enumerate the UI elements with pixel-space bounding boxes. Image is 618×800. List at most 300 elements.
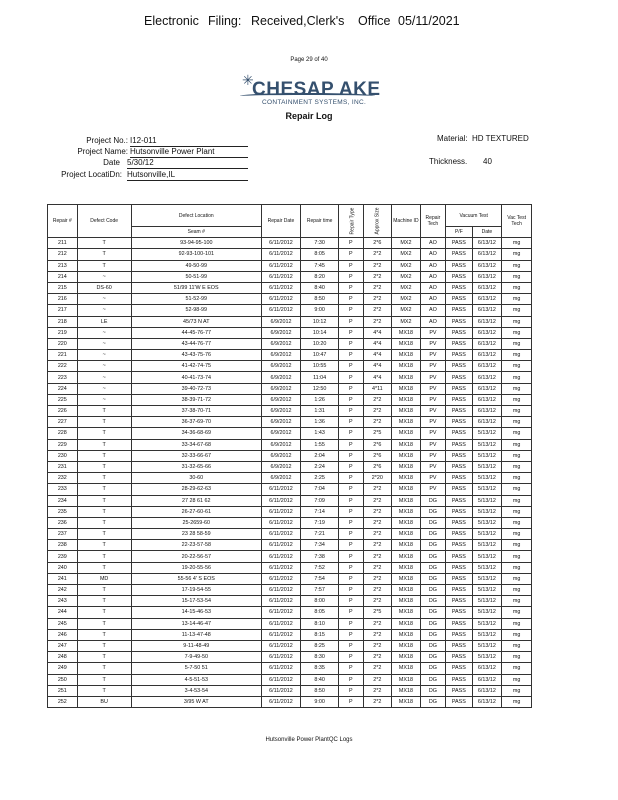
cell-defect-code: T (77, 461, 131, 472)
cell-repair-time: 7:54 (301, 573, 339, 584)
cell-repair-no: 252 (48, 696, 78, 707)
table-row (48, 506, 532, 517)
cell-test-date: 6/13/12 (472, 361, 502, 372)
cell-repair-type: P (339, 338, 363, 349)
cell-defect-code: T (77, 406, 131, 417)
table-row (48, 238, 532, 249)
cell-repair-tech: DG (420, 674, 445, 685)
cell-repair-time: 1:36 (301, 417, 339, 428)
table-row (48, 551, 532, 562)
table-row (48, 652, 532, 663)
cell-pf: PASS (446, 338, 472, 349)
cell-repair-no: 238 (48, 540, 78, 551)
cell-repair-tech: DG (420, 663, 445, 674)
cell-vac-test-tech: mg (502, 394, 532, 405)
cell-approx-size: 4*11 (363, 383, 392, 394)
cell-repair-date: 6/9/2012 (261, 361, 300, 372)
cell-defect-location: 45/73 N AT (131, 316, 261, 327)
cell-machine-id: MX18 (392, 450, 421, 461)
cell-pf: PASS (446, 517, 472, 528)
cell-test-date: 5/13/12 (472, 529, 502, 540)
cell-repair-no: 245 (48, 618, 78, 629)
cell-pf: PASS (446, 417, 472, 428)
cell-approx-size: 2*2 (363, 640, 392, 651)
cell-machine-id: MX2 (392, 238, 421, 249)
cell-repair-time: 7:45 (301, 260, 339, 271)
cell-repair-time: 8:10 (301, 618, 339, 629)
cell-defect-code: T (77, 238, 131, 249)
table-row (48, 696, 532, 707)
cell-approx-size: 2*2 (363, 294, 392, 305)
cell-approx-size: 2*2 (363, 529, 392, 540)
cell-repair-type: P (339, 640, 363, 651)
cell-vac-test-tech: mg (502, 282, 532, 293)
cell-vac-test-tech: mg (502, 406, 532, 417)
cell-vac-test-tech: mg (502, 294, 532, 305)
cell-repair-type: P (339, 282, 363, 293)
cell-defect-location: 32-33-66-67 (131, 450, 261, 461)
cell-repair-tech: PV (420, 484, 445, 495)
cell-test-date: 5/13/12 (472, 473, 502, 484)
cell-repair-time: 8:30 (301, 652, 339, 663)
cell-repair-type: P (339, 585, 363, 596)
cell-defect-location: 26-27-60-61 (131, 506, 261, 517)
cell-vac-test-tech: mg (502, 629, 532, 640)
cell-defect-location: 37-38-70-71 (131, 406, 261, 417)
cell-pf: PASS (446, 383, 472, 394)
starburst-icon: ✳ (242, 72, 254, 88)
cell-repair-tech: DG (420, 696, 445, 707)
cell-pf: PASS (446, 562, 472, 573)
table-row (48, 305, 532, 316)
cell-defect-location: 51/99 11'W E EOS (131, 282, 261, 293)
cell-repair-tech: DG (420, 640, 445, 651)
col-seam: Seam # (131, 227, 261, 238)
cell-pf: PASS (446, 350, 472, 361)
cell-machine-id: MX18 (392, 461, 421, 472)
cell-repair-time: 8:20 (301, 271, 339, 282)
cell-defect-location: 40-41-73-74 (131, 372, 261, 383)
cell-approx-size: 4*4 (363, 338, 392, 349)
cell-repair-type: P (339, 394, 363, 405)
cell-test-date: 5/13/12 (472, 596, 502, 607)
filing-electronic: Electronic (144, 14, 199, 28)
cell-repair-no: 227 (48, 417, 78, 428)
cell-pf: PASS (446, 473, 472, 484)
cell-machine-id: MX18 (392, 506, 421, 517)
table-row (48, 361, 532, 372)
table-row (48, 663, 532, 674)
table-row (48, 350, 532, 361)
cell-repair-time: 8:35 (301, 663, 339, 674)
cell-repair-time: 10:12 (301, 316, 339, 327)
cell-repair-date: 6/11/2012 (261, 506, 300, 517)
logo-main-text: CHESAP AKE (252, 79, 381, 100)
cell-repair-type: P (339, 573, 363, 584)
cell-repair-no: 244 (48, 607, 78, 618)
table-row (48, 685, 532, 696)
cell-test-date: 5/13/12 (472, 495, 502, 506)
cell-defect-location: 20-22-56-57 (131, 551, 261, 562)
cell-defect-code: T (77, 663, 131, 674)
cell-vac-test-tech: mg (502, 573, 532, 584)
cell-repair-time: 7:09 (301, 495, 339, 506)
cell-repair-date: 6/11/2012 (261, 484, 300, 495)
table-row (48, 618, 532, 629)
cell-repair-type: P (339, 674, 363, 685)
cell-repair-tech: DG (420, 685, 445, 696)
cell-repair-date: 6/11/2012 (261, 585, 300, 596)
cell-vac-test-tech: mg (502, 652, 532, 663)
cell-test-date: 5/13/12 (472, 428, 502, 439)
cell-repair-time: 1:55 (301, 439, 339, 450)
cell-defect-location: 41-42-74-75 (131, 361, 261, 372)
cell-defect-location: 13-14-46-47 (131, 618, 261, 629)
material-label: Material: (437, 134, 468, 143)
cell-repair-no: 214 (48, 271, 78, 282)
cell-approx-size: 2*6 (363, 461, 392, 472)
cell-machine-id: MX18 (392, 596, 421, 607)
cell-defect-location: 9-11-48-49 (131, 640, 261, 651)
cell-repair-time: 8:50 (301, 685, 339, 696)
cell-repair-date: 6/9/2012 (261, 350, 300, 361)
cell-pf: PASS (446, 428, 472, 439)
cell-repair-no: 222 (48, 361, 78, 372)
cell-repair-time: 7:38 (301, 551, 339, 562)
cell-approx-size: 2*2 (363, 596, 392, 607)
cell-repair-type: P (339, 327, 363, 338)
cell-repair-date: 6/11/2012 (261, 652, 300, 663)
cell-repair-date: 6/11/2012 (261, 495, 300, 506)
cell-pf: PASS (446, 372, 472, 383)
table-row (48, 540, 532, 551)
table-row (48, 428, 532, 439)
filing-office: Office (358, 14, 391, 28)
cell-repair-tech: DG (420, 573, 445, 584)
cell-repair-no: 225 (48, 394, 78, 405)
cell-machine-id: MX18 (392, 495, 421, 506)
col-defect-location: Defect Location (131, 205, 261, 227)
cell-machine-id: MX18 (392, 551, 421, 562)
cell-approx-size: 2*2 (363, 585, 392, 596)
cell-machine-id: MX18 (392, 696, 421, 707)
cell-repair-date: 6/11/2012 (261, 618, 300, 629)
cell-repair-date: 6/11/2012 (261, 685, 300, 696)
cell-repair-no: 226 (48, 406, 78, 417)
cell-repair-date: 6/11/2012 (261, 562, 300, 573)
cell-repair-tech: DG (420, 562, 445, 573)
cell-pf: PASS (446, 439, 472, 450)
cell-repair-no: 223 (48, 372, 78, 383)
cell-machine-id: MX18 (392, 394, 421, 405)
cell-defect-location: 43-43-75-76 (131, 350, 261, 361)
cell-defect-location: 17-19-54-55 (131, 585, 261, 596)
cell-defect-location: 5-7-50 51 (131, 663, 261, 674)
cell-machine-id: MX18 (392, 327, 421, 338)
table-row (48, 573, 532, 584)
page-title: Repair Log (285, 111, 333, 121)
material-value: HD TEXTURED (472, 134, 529, 143)
cell-repair-tech: PV (420, 461, 445, 472)
cell-repair-no: 221 (48, 350, 78, 361)
cell-defect-code: T (77, 607, 131, 618)
page-footer: Hutsonville Power PlantQC Logs (265, 737, 353, 743)
cell-pf: PASS (446, 529, 472, 540)
cell-defect-code: T (77, 529, 131, 540)
cell-machine-id: MX2 (392, 316, 421, 327)
cell-repair-type: P (339, 461, 363, 472)
cell-defect-code: ~ (77, 338, 131, 349)
cell-machine-id: MX2 (392, 271, 421, 282)
cell-repair-tech: DG (420, 596, 445, 607)
table-row (48, 596, 532, 607)
cell-test-date: 6/13/12 (472, 305, 502, 316)
cell-repair-date: 6/9/2012 (261, 450, 300, 461)
cell-repair-type: P (339, 406, 363, 417)
cell-repair-tech: DG (420, 506, 445, 517)
cell-repair-no: 219 (48, 327, 78, 338)
cell-repair-date: 6/11/2012 (261, 260, 300, 271)
cell-repair-time: 7:19 (301, 517, 339, 528)
cell-approx-size: 2*2 (363, 484, 392, 495)
cell-defect-location: 19-20-55-56 (131, 562, 261, 573)
cell-repair-date: 6/11/2012 (261, 696, 300, 707)
col-repair-type-wrap (339, 205, 363, 238)
cell-repair-date: 6/9/2012 (261, 338, 300, 349)
cell-defect-location: 92-93-100-101 (131, 249, 261, 260)
cell-repair-date: 6/11/2012 (261, 294, 300, 305)
table-row (48, 316, 532, 327)
table-row (48, 394, 532, 405)
table-row (48, 607, 532, 618)
col-machine-id: Machine ID (392, 205, 421, 238)
cell-repair-time: 8:40 (301, 282, 339, 293)
cell-repair-type: P (339, 428, 363, 439)
cell-pf: PASS (446, 394, 472, 405)
cell-repair-no: 239 (48, 551, 78, 562)
cell-repair-no: 241 (48, 573, 78, 584)
cell-repair-time: 8:40 (301, 674, 339, 685)
col-repair-tech: Repair Tech (420, 205, 445, 238)
cell-repair-type: P (339, 417, 363, 428)
table-row (48, 282, 532, 293)
cell-approx-size: 2*2 (363, 618, 392, 629)
table-row (48, 529, 532, 540)
cell-test-date: 6/13/12 (472, 327, 502, 338)
cell-repair-date: 6/9/2012 (261, 439, 300, 450)
table-row (48, 562, 532, 573)
col-repair-date: Repair Date (261, 205, 300, 238)
cell-pf: PASS (446, 674, 472, 685)
cell-repair-no: 217 (48, 305, 78, 316)
filing-filing: Filing: (208, 14, 242, 28)
cell-defect-location: 23 28 58-59 (131, 529, 261, 540)
repair-log-table (47, 204, 532, 708)
col-pf: P/F (446, 227, 472, 238)
cell-pf: PASS (446, 282, 472, 293)
cell-repair-time: 8:05 (301, 607, 339, 618)
cell-test-date: 5/13/12 (472, 652, 502, 663)
cell-test-date: 5/13/12 (472, 461, 502, 472)
cell-repair-tech: PV (420, 439, 445, 450)
cell-defect-location: 3-4-53-54 (131, 685, 261, 696)
cell-repair-no: 212 (48, 249, 78, 260)
cell-vac-test-tech: mg (502, 618, 532, 629)
cell-defect-code: T (77, 260, 131, 271)
cell-defect-code: T (77, 495, 131, 506)
cell-defect-code: T (77, 640, 131, 651)
cell-approx-size: 2*2 (363, 663, 392, 674)
cell-repair-type: P (339, 439, 363, 450)
cell-repair-type: P (339, 260, 363, 271)
cell-repair-tech: PV (420, 473, 445, 484)
cell-repair-date: 6/11/2012 (261, 663, 300, 674)
cell-machine-id: MX2 (392, 294, 421, 305)
cell-repair-type: P (339, 372, 363, 383)
cell-pf: PASS (446, 696, 472, 707)
cell-repair-tech: AO (420, 316, 445, 327)
cell-repair-time: 8:15 (301, 629, 339, 640)
cell-repair-tech: DG (420, 551, 445, 562)
cell-repair-type: P (339, 316, 363, 327)
table-row (48, 495, 532, 506)
cell-repair-tech: DG (420, 495, 445, 506)
cell-vac-test-tech: mg (502, 551, 532, 562)
cell-defect-location: 7-9-49-50 (131, 652, 261, 663)
cell-defect-location: 36-37-69-70 (131, 417, 261, 428)
cell-vac-test-tech: mg (502, 640, 532, 651)
cell-repair-type: P (339, 361, 363, 372)
cell-repair-date: 6/9/2012 (261, 428, 300, 439)
cell-defect-location: 3/95 W AT (131, 696, 261, 707)
col-repair-time: Repair time (301, 205, 339, 238)
cell-repair-tech: PV (420, 450, 445, 461)
cell-repair-no: 230 (48, 450, 78, 461)
cell-repair-type: P (339, 495, 363, 506)
col-approx-size: Approx Size (374, 207, 381, 235)
cell-vac-test-tech: mg (502, 674, 532, 685)
cell-pf: PASS (446, 551, 472, 562)
cell-repair-no: 213 (48, 260, 78, 271)
cell-approx-size: 2*2 (363, 652, 392, 663)
cell-vac-test-tech: mg (502, 495, 532, 506)
cell-approx-size: 2*2 (363, 260, 392, 271)
cell-pf: PASS (446, 618, 472, 629)
cell-test-date: 5/13/12 (472, 629, 502, 640)
repair-log-body (48, 238, 532, 708)
cell-repair-type: P (339, 663, 363, 674)
col-date: Date (472, 227, 502, 238)
cell-defect-location: 52-98-99 (131, 305, 261, 316)
cell-defect-location: 22-23-57-58 (131, 540, 261, 551)
cell-vac-test-tech: mg (502, 372, 532, 383)
cell-test-date: 5/13/12 (472, 585, 502, 596)
cell-defect-code: T (77, 417, 131, 428)
cell-vac-test-tech: mg (502, 696, 532, 707)
cell-machine-id: MX18 (392, 361, 421, 372)
table-row (48, 517, 532, 528)
cell-test-date: 6/13/12 (472, 316, 502, 327)
cell-test-date: 6/13/12 (472, 294, 502, 305)
cell-vac-test-tech: mg (502, 338, 532, 349)
cell-repair-type: P (339, 517, 363, 528)
project-no-label: Project No.: (86, 136, 128, 145)
cell-repair-date: 6/9/2012 (261, 316, 300, 327)
cell-repair-time: 2:24 (301, 461, 339, 472)
cell-defect-code: T (77, 439, 131, 450)
location-label: Project LocatiDn: (61, 170, 122, 179)
cell-defect-code: T (77, 249, 131, 260)
cell-defect-code: T (77, 540, 131, 551)
cell-defect-code: BU (77, 696, 131, 707)
cell-repair-date: 6/11/2012 (261, 282, 300, 293)
project-name-label-wrap (40, 147, 128, 157)
cell-repair-type: P (339, 450, 363, 461)
cell-pf: PASS (446, 540, 472, 551)
cell-repair-time: 9:00 (301, 696, 339, 707)
cell-repair-type: P (339, 629, 363, 640)
cell-repair-time: 10:20 (301, 338, 339, 349)
cell-repair-time: 7:34 (301, 540, 339, 551)
cell-repair-type: P (339, 607, 363, 618)
cell-defect-location: 30-60 (131, 473, 261, 484)
cell-repair-time: 8:05 (301, 249, 339, 260)
cell-repair-type: P (339, 294, 363, 305)
table-row (48, 249, 532, 260)
cell-approx-size: 2*2 (363, 517, 392, 528)
cell-defect-location: 50-51-99 (131, 271, 261, 282)
cell-repair-tech: AO (420, 260, 445, 271)
cell-pf: PASS (446, 294, 472, 305)
cell-defect-location: 34-36-68-69 (131, 428, 261, 439)
col-vac-test-tech: Vac Test Tech (502, 205, 532, 238)
cell-machine-id: MX18 (392, 484, 421, 495)
cell-defect-location: 55-56 4' S EOS (131, 573, 261, 584)
cell-test-date: 5/13/12 (472, 607, 502, 618)
cell-repair-tech: DG (420, 529, 445, 540)
cell-defect-code: ~ (77, 294, 131, 305)
cell-repair-date: 6/9/2012 (261, 372, 300, 383)
cell-approx-size: 2*5 (363, 607, 392, 618)
cell-repair-time: 10:55 (301, 361, 339, 372)
cell-repair-type: P (339, 484, 363, 495)
cell-defect-location: 14-15-46-53 (131, 607, 261, 618)
cell-vac-test-tech: mg (502, 260, 532, 271)
cell-vac-test-tech: mg (502, 506, 532, 517)
cell-defect-code: T (77, 585, 131, 596)
cell-approx-size: 2*2 (363, 495, 392, 506)
cell-repair-date: 6/11/2012 (261, 305, 300, 316)
cell-vac-test-tech: mg (502, 562, 532, 573)
cell-test-date: 6/13/12 (472, 674, 502, 685)
cell-defect-location: 15-17-53-54 (131, 596, 261, 607)
cell-pf: PASS (446, 629, 472, 640)
cell-repair-date: 6/9/2012 (261, 406, 300, 417)
cell-repair-time: 1:26 (301, 394, 339, 405)
cell-repair-time: 8:25 (301, 640, 339, 651)
cell-approx-size: 4*4 (363, 350, 392, 361)
cell-repair-date: 6/11/2012 (261, 607, 300, 618)
cell-pf: PASS (446, 685, 472, 696)
cell-vac-test-tech: mg (502, 417, 532, 428)
table-row (48, 473, 532, 484)
cell-repair-date: 6/9/2012 (261, 327, 300, 338)
cell-approx-size: 2*2 (363, 573, 392, 584)
cell-repair-time: 10:47 (301, 350, 339, 361)
cell-pf: PASS (446, 663, 472, 674)
cell-repair-tech: AO (420, 282, 445, 293)
cell-approx-size: 2*2 (363, 506, 392, 517)
